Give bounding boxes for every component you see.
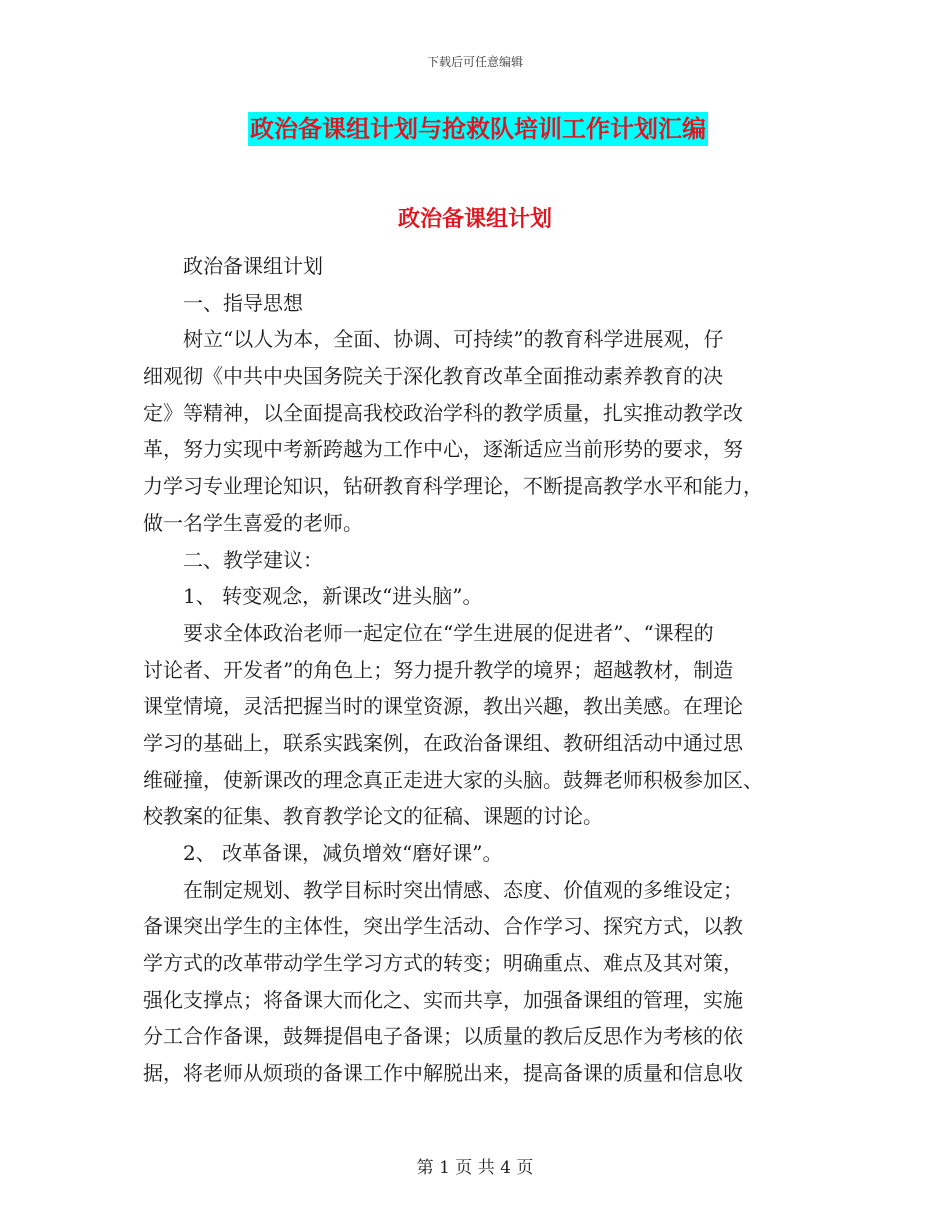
- paragraph-line: 课堂情境，灵活把握当时的课堂资源，教出兴趣，教出美感。在理论: [143, 694, 743, 719]
- paragraph-line: 备课突出学生的主体性，突出学生活动、合作学习、探究方式，以教: [143, 914, 743, 939]
- paragraph-line: 强化支撑点；将备课大而化之、实而共享，加强备课组的管理，实施: [143, 987, 743, 1012]
- paragraph-line: 政治备课组计划: [183, 254, 323, 278]
- paragraph-line: 力学习专业理论知识，钻研教育科学理论，不断提高教学水平和能力，: [143, 474, 763, 499]
- paragraph-line: 维碰撞，使新课改的理念真正走进大家的头脑。鼓舞老师积极参加区、: [143, 767, 763, 792]
- paragraph-line: 学方式的改革带动学生学习方式的转变；明确重点、难点及其对策，: [143, 951, 743, 976]
- paragraph-line: 要求全体政治老师一起定位在“学生进展的促进者”、“课程的: [183, 620, 714, 645]
- paragraph-line: 树立“以人为本，全面、协调、可持续”的教育科学进展观，仔: [183, 327, 724, 352]
- paragraph-line: 二、教学建议：: [183, 547, 323, 572]
- paragraph-line: 1、 转变观念，新课改“进头脑”。: [183, 584, 483, 609]
- paragraph-line: 做一名学生喜爱的老师。: [143, 510, 363, 535]
- paragraph-line: 定》等精神，以全面提高我校政治学科的教学质量，扎实推动教学改: [143, 400, 743, 425]
- header-note: 下载后可任意编辑: [426, 55, 523, 69]
- paragraph-line: 校教案的征集、教育教学论文的征稿、课题的讨论。: [143, 804, 603, 829]
- paragraph-line: 革，努力实现中考新跨越为工作中心，逐渐适应当前形势的要求，努: [143, 437, 743, 462]
- paragraph-line: 学习的基础上，联系实践案例，在政治备课组、教研组活动中通过思: [143, 730, 743, 755]
- paragraph-line: 分工合作备课，鼓舞提倡电子备课；以质量的教后反思作为考核的依: [143, 1024, 743, 1049]
- paragraph-line: 细观彻《中共中央国务院关于深化教育改革全面推动素养教育的决: [143, 364, 723, 389]
- document-title: 政治备课组计划与抢救队培训工作计划汇编: [248, 112, 708, 146]
- paragraph-line: 2、 改革备课，减负增效“磨好课”。: [183, 841, 503, 865]
- paragraph-line: 一、指导思想: [183, 290, 303, 315]
- page-footer: 第 1 页 共 4 页: [416, 1158, 534, 1178]
- paragraph-line: 据，将老师从烦琐的备课工作中解脱出来，提高备课的质量和信息收: [143, 1061, 743, 1086]
- paragraph-line: 讨论者、开发者”的角色上；努力提升教学的境界；超越教材，制造: [143, 657, 734, 682]
- section-title: 政治备课组计划: [397, 207, 552, 232]
- body-text: [143, 248, 811, 1092]
- paragraph-line: 在制定规划、教学目标时突出情感、态度、价值观的多维设定；: [183, 877, 743, 902]
